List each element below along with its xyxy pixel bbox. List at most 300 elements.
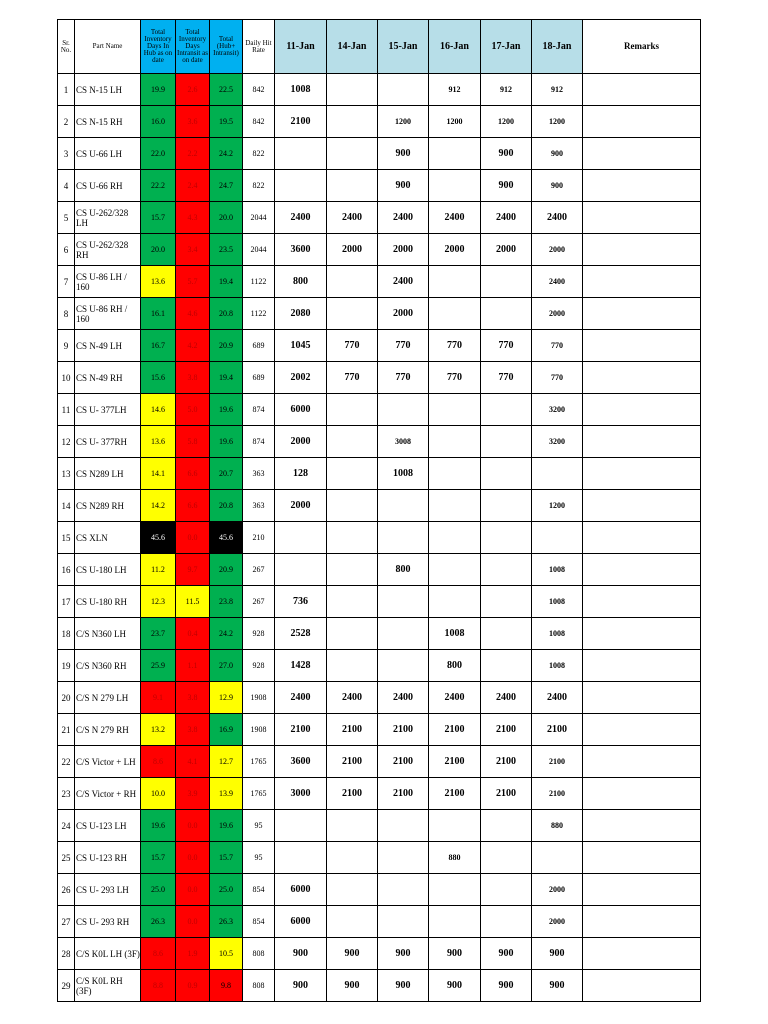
inventory-intransit-cell: 9.7 [176,554,210,586]
inventory-hub-cell: 13.6 [141,266,176,298]
quantity-cell: 900 [532,970,583,1002]
quantity-cell [429,906,481,938]
quantity-cell [481,522,532,554]
quantity-cell: 880 [429,842,481,874]
inventory-hub-cell: 20.0 [141,234,176,266]
quantity-cell: 2400 [378,202,429,234]
quantity-cell: 2400 [532,266,583,298]
quantity-cell: 900 [378,938,429,970]
quantity-cell: 900 [378,138,429,170]
quantity-cell [327,106,378,138]
inventory-total-cell: 19.6 [210,426,243,458]
inventory-total-cell: 24.2 [210,618,243,650]
table-row [58,586,701,618]
quantity-cell: 2100 [378,746,429,778]
quantity-cell [327,266,378,298]
part-name-cell: C/S K0L RH (3F) [75,970,141,1002]
inventory-hub-cell: 13.6 [141,426,176,458]
part-name-cell: CS U-86 LH / 160 [75,266,141,298]
remarks-cell [583,906,701,938]
quantity-cell: 2100 [429,778,481,810]
quantity-cell: 770 [429,362,481,394]
quantity-cell: 2400 [275,682,327,714]
table-row [58,778,701,810]
remarks-cell [583,842,701,874]
inventory-intransit-cell: 5.0 [176,394,210,426]
daily-hit-rate-cell: 689 [243,330,275,362]
daily-hit-rate-cell: 808 [243,970,275,1002]
sr-no-cell: 25 [58,842,75,874]
table-row [58,746,701,778]
quantity-cell: 128 [275,458,327,490]
header-inventory-hub: Total Inventory Days In Hub as on date [141,20,176,74]
sr-no-cell: 24 [58,810,75,842]
quantity-cell: 2100 [275,106,327,138]
quantity-cell [429,266,481,298]
inventory-hub-cell: 19.6 [141,810,176,842]
quantity-cell: 2100 [378,714,429,746]
remarks-cell [583,618,701,650]
table-row [58,394,701,426]
part-name-cell: C/S Victor + RH [75,778,141,810]
inventory-intransit-cell: 3.8 [176,714,210,746]
quantity-cell: 2400 [327,202,378,234]
part-name-cell: CS U- 377LH [75,394,141,426]
daily-hit-rate-cell: 95 [243,810,275,842]
inventory-hub-cell: 14.6 [141,394,176,426]
table-row [58,618,701,650]
daily-hit-rate-cell: 95 [243,842,275,874]
remarks-cell [583,810,701,842]
inventory-intransit-cell: 3.9 [176,778,210,810]
daily-hit-rate-cell: 267 [243,554,275,586]
quantity-cell: 900 [327,970,378,1002]
table-row [58,170,701,202]
quantity-cell [481,426,532,458]
remarks-cell [583,554,701,586]
quantity-cell: 3008 [378,426,429,458]
quantity-cell: 770 [327,330,378,362]
remarks-cell [583,938,701,970]
table-row [58,938,701,970]
quantity-cell: 1008 [532,554,583,586]
remarks-cell [583,650,701,682]
sr-no-cell: 14 [58,490,75,522]
remarks-cell [583,458,701,490]
quantity-cell: 2000 [327,234,378,266]
table-row [58,522,701,554]
daily-hit-rate-cell: 808 [243,938,275,970]
quantity-cell [378,810,429,842]
quantity-cell: 912 [481,74,532,106]
quantity-cell [429,874,481,906]
quantity-cell: 2080 [275,298,327,330]
quantity-cell: 770 [378,362,429,394]
header-sr-no: Sr. No. [58,20,75,74]
part-name-cell: CS U-66 RH [75,170,141,202]
inventory-hub-cell: 22.0 [141,138,176,170]
quantity-cell: 2000 [481,234,532,266]
quantity-cell [378,522,429,554]
quantity-cell [429,138,481,170]
part-name-cell: CS N-49 RH [75,362,141,394]
inventory-total-cell: 27.0 [210,650,243,682]
sr-no-cell: 16 [58,554,75,586]
inventory-hub-cell: 15.7 [141,842,176,874]
table-row [58,554,701,586]
quantity-cell: 800 [429,650,481,682]
quantity-cell: 2100 [532,778,583,810]
quantity-cell [275,810,327,842]
part-name-cell: CS U-86 RH / 160 [75,298,141,330]
table-row [58,682,701,714]
remarks-cell [583,74,701,106]
quantity-cell [429,298,481,330]
sr-no-cell: 29 [58,970,75,1002]
quantity-cell [378,842,429,874]
inventory-intransit-cell: 0.0 [176,842,210,874]
daily-hit-rate-cell: 822 [243,170,275,202]
inventory-intransit-cell: 3.4 [176,234,210,266]
sr-no-cell: 4 [58,170,75,202]
sr-no-cell: 1 [58,74,75,106]
quantity-cell [481,458,532,490]
inventory-hub-cell: 13.2 [141,714,176,746]
table-row [58,490,701,522]
quantity-cell: 2400 [378,682,429,714]
quantity-cell [275,522,327,554]
inventory-hub-cell: 8.6 [141,746,176,778]
remarks-cell [583,330,701,362]
quantity-cell: 2100 [481,778,532,810]
quantity-cell: 2100 [481,714,532,746]
quantity-cell [378,618,429,650]
inventory-hub-cell: 10.0 [141,778,176,810]
remarks-cell [583,234,701,266]
sr-no-cell: 28 [58,938,75,970]
daily-hit-rate-cell: 874 [243,426,275,458]
remarks-cell [583,394,701,426]
inventory-hub-cell: 45.6 [141,522,176,554]
quantity-cell: 900 [429,970,481,1002]
header-date: 18-Jan [532,20,583,74]
table-row [58,74,701,106]
inventory-hub-cell: 16.1 [141,298,176,330]
quantity-cell: 2002 [275,362,327,394]
part-name-cell: CS U-123 RH [75,842,141,874]
table-row [58,266,701,298]
daily-hit-rate-cell: 928 [243,650,275,682]
quantity-cell [429,170,481,202]
part-name-cell: C/S N 279 RH [75,714,141,746]
quantity-cell [327,138,378,170]
remarks-cell [583,490,701,522]
header-date: 15-Jan [378,20,429,74]
inventory-intransit-cell: 0.4 [176,618,210,650]
remarks-cell [583,874,701,906]
quantity-cell [378,906,429,938]
header-date: 16-Jan [429,20,481,74]
remarks-cell [583,714,701,746]
quantity-cell [481,298,532,330]
sr-no-cell: 11 [58,394,75,426]
inventory-hub-cell: 19.9 [141,74,176,106]
daily-hit-rate-cell: 210 [243,522,275,554]
daily-hit-rate-cell: 822 [243,138,275,170]
part-name-cell: CS U-262/328 LH [75,202,141,234]
remarks-cell [583,426,701,458]
inventory-intransit-cell: 1.1 [176,650,210,682]
part-name-cell: CS U-123 LH [75,810,141,842]
sr-no-cell: 9 [58,330,75,362]
quantity-cell: 900 [378,970,429,1002]
quantity-cell: 880 [532,810,583,842]
part-name-cell: C/S N360 RH [75,650,141,682]
inventory-intransit-cell: 2.2 [176,138,210,170]
quantity-cell [275,170,327,202]
quantity-cell: 2100 [275,714,327,746]
remarks-cell [583,970,701,1002]
inventory-total-cell: 13.9 [210,778,243,810]
quantity-cell: 912 [429,74,481,106]
inventory-hub-cell: 9.1 [141,682,176,714]
quantity-cell: 2100 [327,746,378,778]
quantity-cell: 1008 [275,74,327,106]
quantity-cell: 2100 [532,714,583,746]
sr-no-cell: 5 [58,202,75,234]
header-remarks: Remarks [583,20,701,74]
quantity-cell [532,842,583,874]
quantity-cell: 2000 [532,874,583,906]
sr-no-cell: 3 [58,138,75,170]
quantity-cell: 2400 [378,266,429,298]
sr-no-cell: 6 [58,234,75,266]
inventory-hub-cell: 16.0 [141,106,176,138]
inventory-total-cell: 15.7 [210,842,243,874]
quantity-cell: 2100 [429,714,481,746]
table-row [58,202,701,234]
remarks-cell [583,298,701,330]
quantity-cell: 3600 [275,746,327,778]
quantity-cell: 2400 [429,202,481,234]
inventory-intransit-cell: 2.4 [176,170,210,202]
inventory-total-cell: 20.9 [210,554,243,586]
quantity-cell [327,74,378,106]
quantity-cell [275,842,327,874]
inventory-total-cell: 20.7 [210,458,243,490]
inventory-total-cell: 10.5 [210,938,243,970]
quantity-cell [532,522,583,554]
quantity-cell: 2400 [532,202,583,234]
inventory-intransit-cell: 4.1 [176,746,210,778]
header-inventory-intransit: Total Inventory Days Intransit as on date [176,20,210,74]
sr-no-cell: 8 [58,298,75,330]
inventory-hub-cell: 14.1 [141,458,176,490]
quantity-cell: 1200 [378,106,429,138]
quantity-cell: 2000 [378,234,429,266]
remarks-cell [583,586,701,618]
quantity-cell [327,458,378,490]
inventory-total-cell: 20.8 [210,298,243,330]
inventory-total-cell: 26.3 [210,906,243,938]
quantity-cell: 770 [532,330,583,362]
quantity-cell: 2400 [429,682,481,714]
table-row [58,874,701,906]
quantity-cell [481,906,532,938]
part-name-cell: CS U- 377RH [75,426,141,458]
header-date: 17-Jan [481,20,532,74]
quantity-cell [481,618,532,650]
quantity-cell [327,650,378,682]
inventory-total-cell: 23.5 [210,234,243,266]
inventory-total-cell: 12.7 [210,746,243,778]
daily-hit-rate-cell: 854 [243,906,275,938]
daily-hit-rate-cell: 1122 [243,266,275,298]
quantity-cell [481,266,532,298]
quantity-cell: 900 [481,970,532,1002]
quantity-cell: 3600 [275,234,327,266]
quantity-cell [378,394,429,426]
part-name-cell: CS N-15 RH [75,106,141,138]
quantity-cell [429,394,481,426]
inventory-intransit-cell: 0.0 [176,906,210,938]
sr-no-cell: 15 [58,522,75,554]
daily-hit-rate-cell: 267 [243,586,275,618]
quantity-cell: 770 [429,330,481,362]
header-date: 11-Jan [275,20,327,74]
quantity-cell [378,586,429,618]
quantity-cell: 2000 [378,298,429,330]
sr-no-cell: 12 [58,426,75,458]
inventory-hub-cell: 11.2 [141,554,176,586]
quantity-cell [327,618,378,650]
quantity-cell: 800 [378,554,429,586]
quantity-cell: 6000 [275,906,327,938]
header-row [58,20,701,74]
quantity-cell: 1200 [429,106,481,138]
inventory-total-cell: 24.7 [210,170,243,202]
inventory-hub-cell: 8.8 [141,970,176,1002]
sr-no-cell: 18 [58,618,75,650]
remarks-cell [583,522,701,554]
inventory-hub-cell: 23.7 [141,618,176,650]
header-daily-hit-rate: Daily Hit Rate [243,20,275,74]
table-row [58,106,701,138]
quantity-cell: 2100 [327,778,378,810]
quantity-cell [327,842,378,874]
quantity-cell: 770 [532,362,583,394]
part-name-cell: CS U-180 RH [75,586,141,618]
part-name-cell: CS N289 LH [75,458,141,490]
quantity-cell: 2400 [327,682,378,714]
quantity-cell: 800 [275,266,327,298]
quantity-cell [378,650,429,682]
quantity-cell [327,170,378,202]
inventory-intransit-cell: 3.8 [176,682,210,714]
part-name-cell: CS U-262/328 RH [75,234,141,266]
table-body [58,74,701,1002]
inventory-intransit-cell: 3.8 [176,362,210,394]
inventory-total-cell: 16.9 [210,714,243,746]
quantity-cell: 912 [532,74,583,106]
quantity-cell: 900 [532,938,583,970]
quantity-cell [481,874,532,906]
quantity-cell: 1008 [378,458,429,490]
inventory-hub-cell: 22.2 [141,170,176,202]
daily-hit-rate-cell: 1765 [243,778,275,810]
part-name-cell: C/S N 279 LH [75,682,141,714]
table-row [58,650,701,682]
inventory-hub-cell: 25.9 [141,650,176,682]
remarks-cell [583,362,701,394]
daily-hit-rate-cell: 1122 [243,298,275,330]
part-name-cell: CS U-66 LH [75,138,141,170]
quantity-cell: 3000 [275,778,327,810]
inventory-intransit-cell: 6.6 [176,458,210,490]
sr-no-cell: 27 [58,906,75,938]
quantity-cell [429,426,481,458]
quantity-cell [378,74,429,106]
quantity-cell [429,554,481,586]
header-part-name: Part Name [75,20,141,74]
quantity-cell: 2100 [532,746,583,778]
sr-no-cell: 19 [58,650,75,682]
quantity-cell: 2528 [275,618,327,650]
part-name-cell: C/S N360 LH [75,618,141,650]
inventory-intransit-cell: 0.0 [176,522,210,554]
quantity-cell [378,490,429,522]
quantity-cell: 900 [327,938,378,970]
quantity-cell: 6000 [275,394,327,426]
quantity-cell [481,842,532,874]
inventory-hub-cell: 15.7 [141,202,176,234]
quantity-cell: 770 [327,362,378,394]
header-date: 14-Jan [327,20,378,74]
quantity-cell: 900 [532,138,583,170]
quantity-cell: 2100 [429,746,481,778]
inventory-intransit-cell: 3.6 [176,106,210,138]
quantity-cell: 1428 [275,650,327,682]
inventory-intransit-cell: 1.9 [176,938,210,970]
quantity-cell [481,554,532,586]
quantity-cell: 900 [481,138,532,170]
quantity-cell [327,394,378,426]
quantity-cell [481,394,532,426]
quantity-cell: 2400 [481,682,532,714]
daily-hit-rate-cell: 1908 [243,714,275,746]
table-row [58,842,701,874]
quantity-cell: 770 [378,330,429,362]
quantity-cell: 1200 [532,490,583,522]
daily-hit-rate-cell: 2044 [243,202,275,234]
quantity-cell: 1045 [275,330,327,362]
inventory-intransit-cell: 5.7 [176,266,210,298]
part-name-cell: CS N-49 LH [75,330,141,362]
inventory-total-cell: 12.9 [210,682,243,714]
inventory-total-cell: 20.0 [210,202,243,234]
sr-no-cell: 7 [58,266,75,298]
quantity-cell: 6000 [275,874,327,906]
sr-no-cell: 20 [58,682,75,714]
quantity-cell [275,554,327,586]
inventory-total-cell: 45.6 [210,522,243,554]
quantity-cell [429,522,481,554]
table-row [58,810,701,842]
quantity-cell: 1008 [532,650,583,682]
daily-hit-rate-cell: 2044 [243,234,275,266]
quantity-cell [429,810,481,842]
inventory-hub-cell: 26.3 [141,906,176,938]
